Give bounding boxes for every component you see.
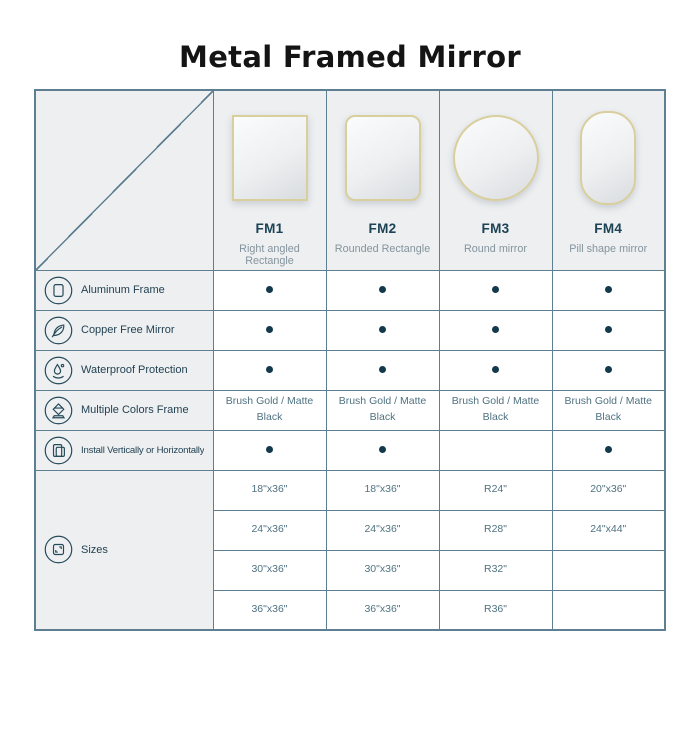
sizes-header-cell xyxy=(35,470,213,630)
feature-label: Copper Free Mirror xyxy=(81,324,175,336)
size-value: 24"x36" xyxy=(326,510,439,550)
feature-value xyxy=(326,350,439,390)
feature-value xyxy=(326,310,439,350)
feature-value: Brush Gold / Matte Black xyxy=(326,390,439,430)
size-value: 36"x36" xyxy=(326,590,439,630)
mirror-shape-round xyxy=(453,115,539,201)
size-value: 30"x36" xyxy=(326,550,439,590)
size-value: R28" xyxy=(439,510,552,550)
feature-value xyxy=(326,270,439,310)
size-value: 36"x36" xyxy=(213,590,326,630)
model-name: FM4 xyxy=(594,221,623,236)
feature-value xyxy=(552,350,665,390)
feature-value xyxy=(439,430,552,470)
size-value: 18"x36" xyxy=(326,470,439,510)
model-name: FM2 xyxy=(368,221,397,236)
paint-icon xyxy=(44,396,73,425)
feature-value xyxy=(326,430,439,470)
size-value: 24"x36" xyxy=(213,510,326,550)
orientation-icon xyxy=(44,436,73,465)
size-value: R24" xyxy=(439,470,552,510)
size-value xyxy=(552,550,665,590)
feature-value: Brush Gold / Matte Black xyxy=(439,390,552,430)
feature-value: Brush Gold / Matte Black xyxy=(552,390,665,430)
feature-value xyxy=(213,350,326,390)
size-value: 24"x44" xyxy=(552,510,665,550)
waterdrop-icon xyxy=(44,356,73,385)
row-multiple-colors-frame xyxy=(35,390,665,430)
model-shape-label: Round mirror xyxy=(464,243,527,255)
feature-label: Sizes xyxy=(81,543,108,556)
page xyxy=(0,40,700,631)
model-shape-label: Pill shape mirror xyxy=(569,243,648,255)
mirror-shape-rectangle xyxy=(232,115,308,201)
feature-value xyxy=(213,430,326,470)
row-aluminum-frame xyxy=(35,270,665,310)
product-comparison-table xyxy=(34,89,666,631)
product-column-fm1 xyxy=(213,90,326,270)
resize-icon xyxy=(44,535,73,564)
feature-label: Waterproof Protection xyxy=(81,364,188,376)
size-value: R32" xyxy=(439,550,552,590)
feature-value xyxy=(213,310,326,350)
page-title: Metal Framed Mirror xyxy=(179,40,521,74)
feature-value xyxy=(439,350,552,390)
model-shape-label: Right angled Rectangle xyxy=(239,243,300,267)
feature-value xyxy=(213,270,326,310)
feature-value xyxy=(552,430,665,470)
feature-label: Install Vertically or Horizontally xyxy=(81,444,205,456)
row-sizes-1 xyxy=(35,470,665,510)
feature-value: Brush Gold / Matte Black xyxy=(213,390,326,430)
feature-value xyxy=(552,270,665,310)
size-value: 20"x36" xyxy=(552,470,665,510)
mirror-shape-pill xyxy=(580,111,636,205)
model-name: FM1 xyxy=(255,221,284,236)
size-value: 30"x36" xyxy=(213,550,326,590)
feature-label: Multiple Colors Frame xyxy=(81,404,189,416)
leaf-icon xyxy=(44,316,73,345)
feature-value xyxy=(439,310,552,350)
size-value: 18"x36" xyxy=(213,470,326,510)
product-column-fm4 xyxy=(552,90,665,270)
row-waterproof-protection xyxy=(35,350,665,390)
feature-value xyxy=(439,270,552,310)
frame-icon xyxy=(44,276,73,305)
product-column-fm3 xyxy=(439,90,552,270)
table-header-row xyxy=(35,90,665,270)
model-shape-label: Rounded Rectangle xyxy=(334,243,431,255)
product-column-fm2 xyxy=(326,90,439,270)
size-value: R36" xyxy=(439,590,552,630)
row-copper-free-mirror xyxy=(35,310,665,350)
mirror-shape-rounded-rectangle xyxy=(345,115,421,201)
model-name: FM3 xyxy=(481,221,510,236)
feature-label: Aluminum Frame xyxy=(81,284,165,296)
row-install-orientation xyxy=(35,430,665,470)
size-value xyxy=(552,590,665,630)
corner-diagonal-cell xyxy=(35,90,213,270)
feature-value xyxy=(552,310,665,350)
